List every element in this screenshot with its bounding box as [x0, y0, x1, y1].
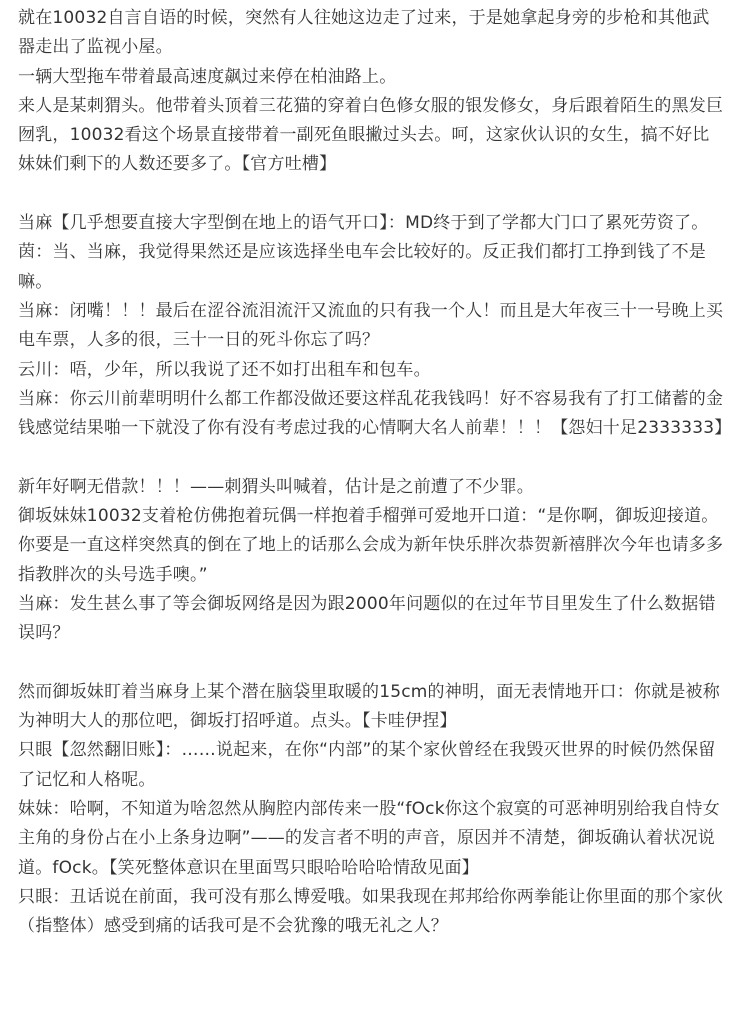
paragraph: 然而御坂妹盯着当麻身上某个潜在脑袋里取暖的15cm的神明，面无表情地开口：你就是被称为神明大人的那位吧，御坂打招呼道。点头。【卡哇伊捏】 [18, 681, 720, 732]
paragraph: 一辆大型拖车带着最高速度飙过来停在柏油路上。 [18, 66, 397, 87]
paragraph: 只眼【忽然翻旧账】：……说起来，在你“内部”的某个家伙曾经在我毁灭世界的时候仍然保留了记忆和人格呢。 [18, 740, 716, 790]
paragraph: 来人是某刺猬头。他带着头顶着三花猫的穿着白色修女服的银发修女，身后跟着陌生的黑发巨囫乳，10032看这个场景直接带着一副死鱼眼撇过头去。呵，这家伙认识的女生，搞不好比妹妹们剩下的人数还要多了。【官方吐槽】 [18, 95, 724, 175]
paragraph: 只眼：丑话说在前面，我可没有那么博爱哦。如果我现在邦邦给你两拳能让你里面的那个家伙（指整体）感受到痛的话我可是不会犹豫的哦无礼之人？ [18, 886, 724, 937]
paragraph: 御坂妹妹10032支着枪仿佛抱着玩偶一样抱着手榴弹可爱地开口道：“是你啊，御坂迎接道。你要是一直这样突然真的倒在了地上的话那么会成为新年快乐胖次恭贺新禧胖次今年也请多多指教胖次的头号选手噢。” [18, 506, 724, 585]
paragraph-spacer [18, 180, 726, 209]
paragraph: 云川：唔，少年，所以我说了还不如打出租车和包车。 [18, 359, 431, 380]
paragraph: 新年好啊无借款！！！——刺猬头叫喊着，估计是之前遭了不少罪。 [18, 476, 534, 497]
paragraph: 当麻：你云川前辈明明什么都工作都没做还要这样乱花我钱吗！好不容易我有了打工储蓄的金钱感觉结果啪一下就没了你有没有考虑过我的心情啊大名人前辈！！！【怨妇十足2333333】 [18, 388, 732, 439]
paragraph: 茵：当、当麻，我觉得果然还是应该选择坐电车会比较好的。反正我们都打工挣到钱了不是嘛。 [18, 242, 706, 292]
paragraph: 妹妹：哈啊，不知道为啥忽然从胸腔内部传来一股“fOck你这个寂寞的可恶神明别给我自恃女主角的身份占在小上条身边啊”——的发言者不明的声音，原因并不清楚，御坂确认着状况说道。fOck。【笑死整体意识在里面骂只眼哈哈哈哈情敌见面】 [18, 799, 720, 878]
paragraph: 就在10032自言自语的时候，突然有人往她这边走了过来，于是她拿起身旁的步枪和其他武器走出了监视小屋。 [18, 8, 710, 58]
paragraph: 当麻：发生甚么事了等会御坂网络是因为跟2000年问题似的在过年节目里发生了什么数据错误吗？ [18, 593, 716, 644]
paragraph: 当麻：闭嘴！！！最后在涩谷流泪流汗又流血的只有我一个人！而且是大年夜三十一号晚上买电车票，人多的很，三十一日的死斗你忘了吗？ [18, 300, 724, 351]
paragraph-spacer [18, 443, 726, 472]
paragraph: 当麻【几乎想要直接大字型倒在地上的语气开口】：MD终于到了学都大门口了累死劳资了。 [18, 213, 709, 234]
paragraph-spacer [18, 649, 726, 678]
